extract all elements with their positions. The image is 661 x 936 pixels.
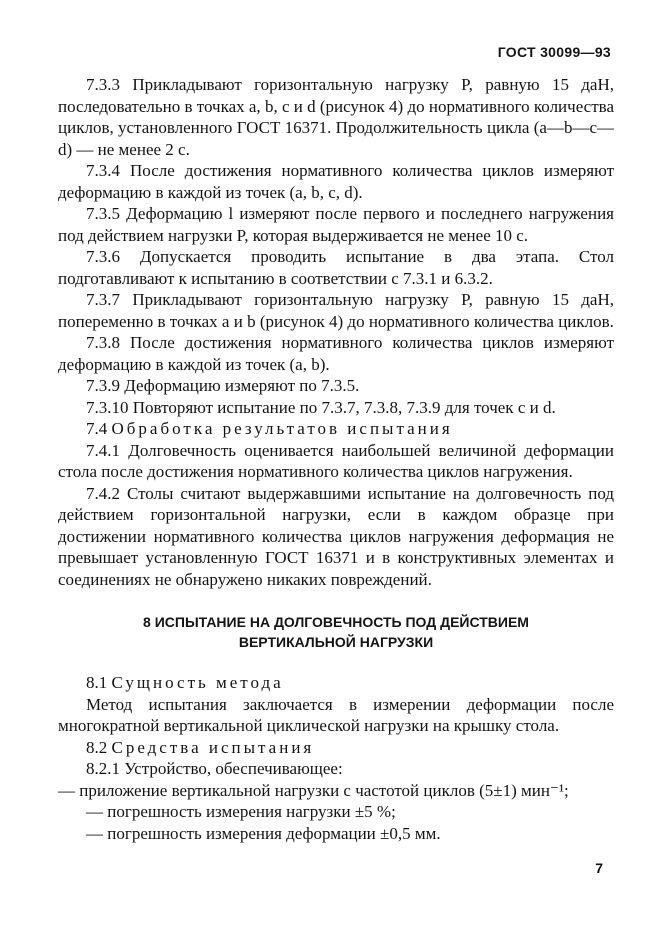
list-item: — погрешность измерения нагрузки ±5 %; — [86, 802, 396, 821]
list-item: — приложение вертикальной нагрузки с частотой циклов (5±1) мин⁻¹; — [58, 780, 569, 800]
subsection-title: Обработка результатов испытания — [111, 419, 453, 438]
document-body — [58, 74, 614, 844]
subsection-title: Средства испытания — [111, 737, 315, 757]
subsection-number: 8.1 — [86, 673, 108, 692]
paragraph-8-1: Метод испытания заключается в измерении деформации после многократной вертикальной циклической нагрузки на крышку стола. — [58, 694, 614, 735]
subsection-number: 8.2 — [86, 737, 108, 757]
paragraph-7-3-5: 7.3.5 Деформацию l измеряют после первого и последнего нагружения под действием нагрузки P, которая выдерживается не менее 10 с. — [58, 204, 614, 245]
paragraph-7-3-10: 7.3.10 Повторяют испытание по 7.3.7, 7.3.8, 7.3.9 для точек c и d. — [86, 397, 556, 417]
paragraph-7-3-8: 7.3.8 После достижения нормативного количества циклов измеряют деформацию в каждой из точек (a, b). — [58, 333, 614, 374]
subsection-7-4-heading — [58, 418, 614, 440]
paragraph-7-3-9: 7.3.9 Деформацию измеряют по 7.3.5. — [86, 376, 360, 395]
paragraph-7-3-6: 7.3.6 Допускается проводить испытание в два этапа. Стол подготавливают к испытанию в соответствии с 7.3.1 и 6.3.2. — [58, 247, 614, 288]
paragraph-8-2-1: 8.2.1 Устройство, обеспечивающее: — [86, 759, 343, 778]
subsection-8-2-heading — [58, 737, 614, 759]
page-number: 7 — [595, 860, 603, 876]
paragraph-7-4-1: 7.4.1 Долговечность оценивается наибольшей величиной деформации стола после достижения нормативного количества циклов нагружения. — [58, 440, 614, 481]
document-header: ГОСТ 30099—93 — [497, 44, 611, 60]
section-title-line: 8 ИСПЫТАНИЕ НА ДОЛГОВЕЧНОСТЬ ПОД ДЕЙСТВИЕМ — [143, 614, 529, 630]
subsection-title: Сущность метода — [111, 673, 284, 692]
paragraph-7-3-7: 7.3.7 Прикладывают горизонтальную нагрузку P, равную 15 даН, попеременно в точках a и b (рисунок 4) до нормативного количества циклов. — [58, 290, 614, 331]
list-item: — погрешность измерения деформации ±0,5 мм. — [86, 823, 441, 843]
paragraph-7-4-2: 7.4.2 Столы считают выдержавшими испытание на долговечность под действием горизонтальной нагрузки, если в каждом образце при достижении нормативного количества циклов нагружения деформация не превышает установленную ГОСТ 16371 и в конструктивных элементах и соединениях не обнаружено никаких повреждений. — [58, 483, 614, 589]
section-8-title — [58, 612, 614, 652]
subsection-number: 7.4 — [86, 419, 108, 438]
section-title-line: ВЕРТИКАЛЬНОЙ НАГРУЗКИ — [238, 634, 434, 650]
subsection-8-1-heading — [58, 672, 614, 694]
paragraph-7-3-4: 7.3.4 После достижения нормативного количества циклов измеряют деформацию в каждой из точек (a, b, c, d). — [58, 161, 614, 202]
paragraph-7-3-3: 7.3.3 Прикладывают горизонтальную нагрузку P, равную 15 даН, последовательно в точках a, b, c и d (рисунок 4) до нормативного количества циклов, установленного ГОСТ 16371. Продолжительность цикла (a—b—c—d) — не менее 2 с. — [58, 75, 614, 159]
